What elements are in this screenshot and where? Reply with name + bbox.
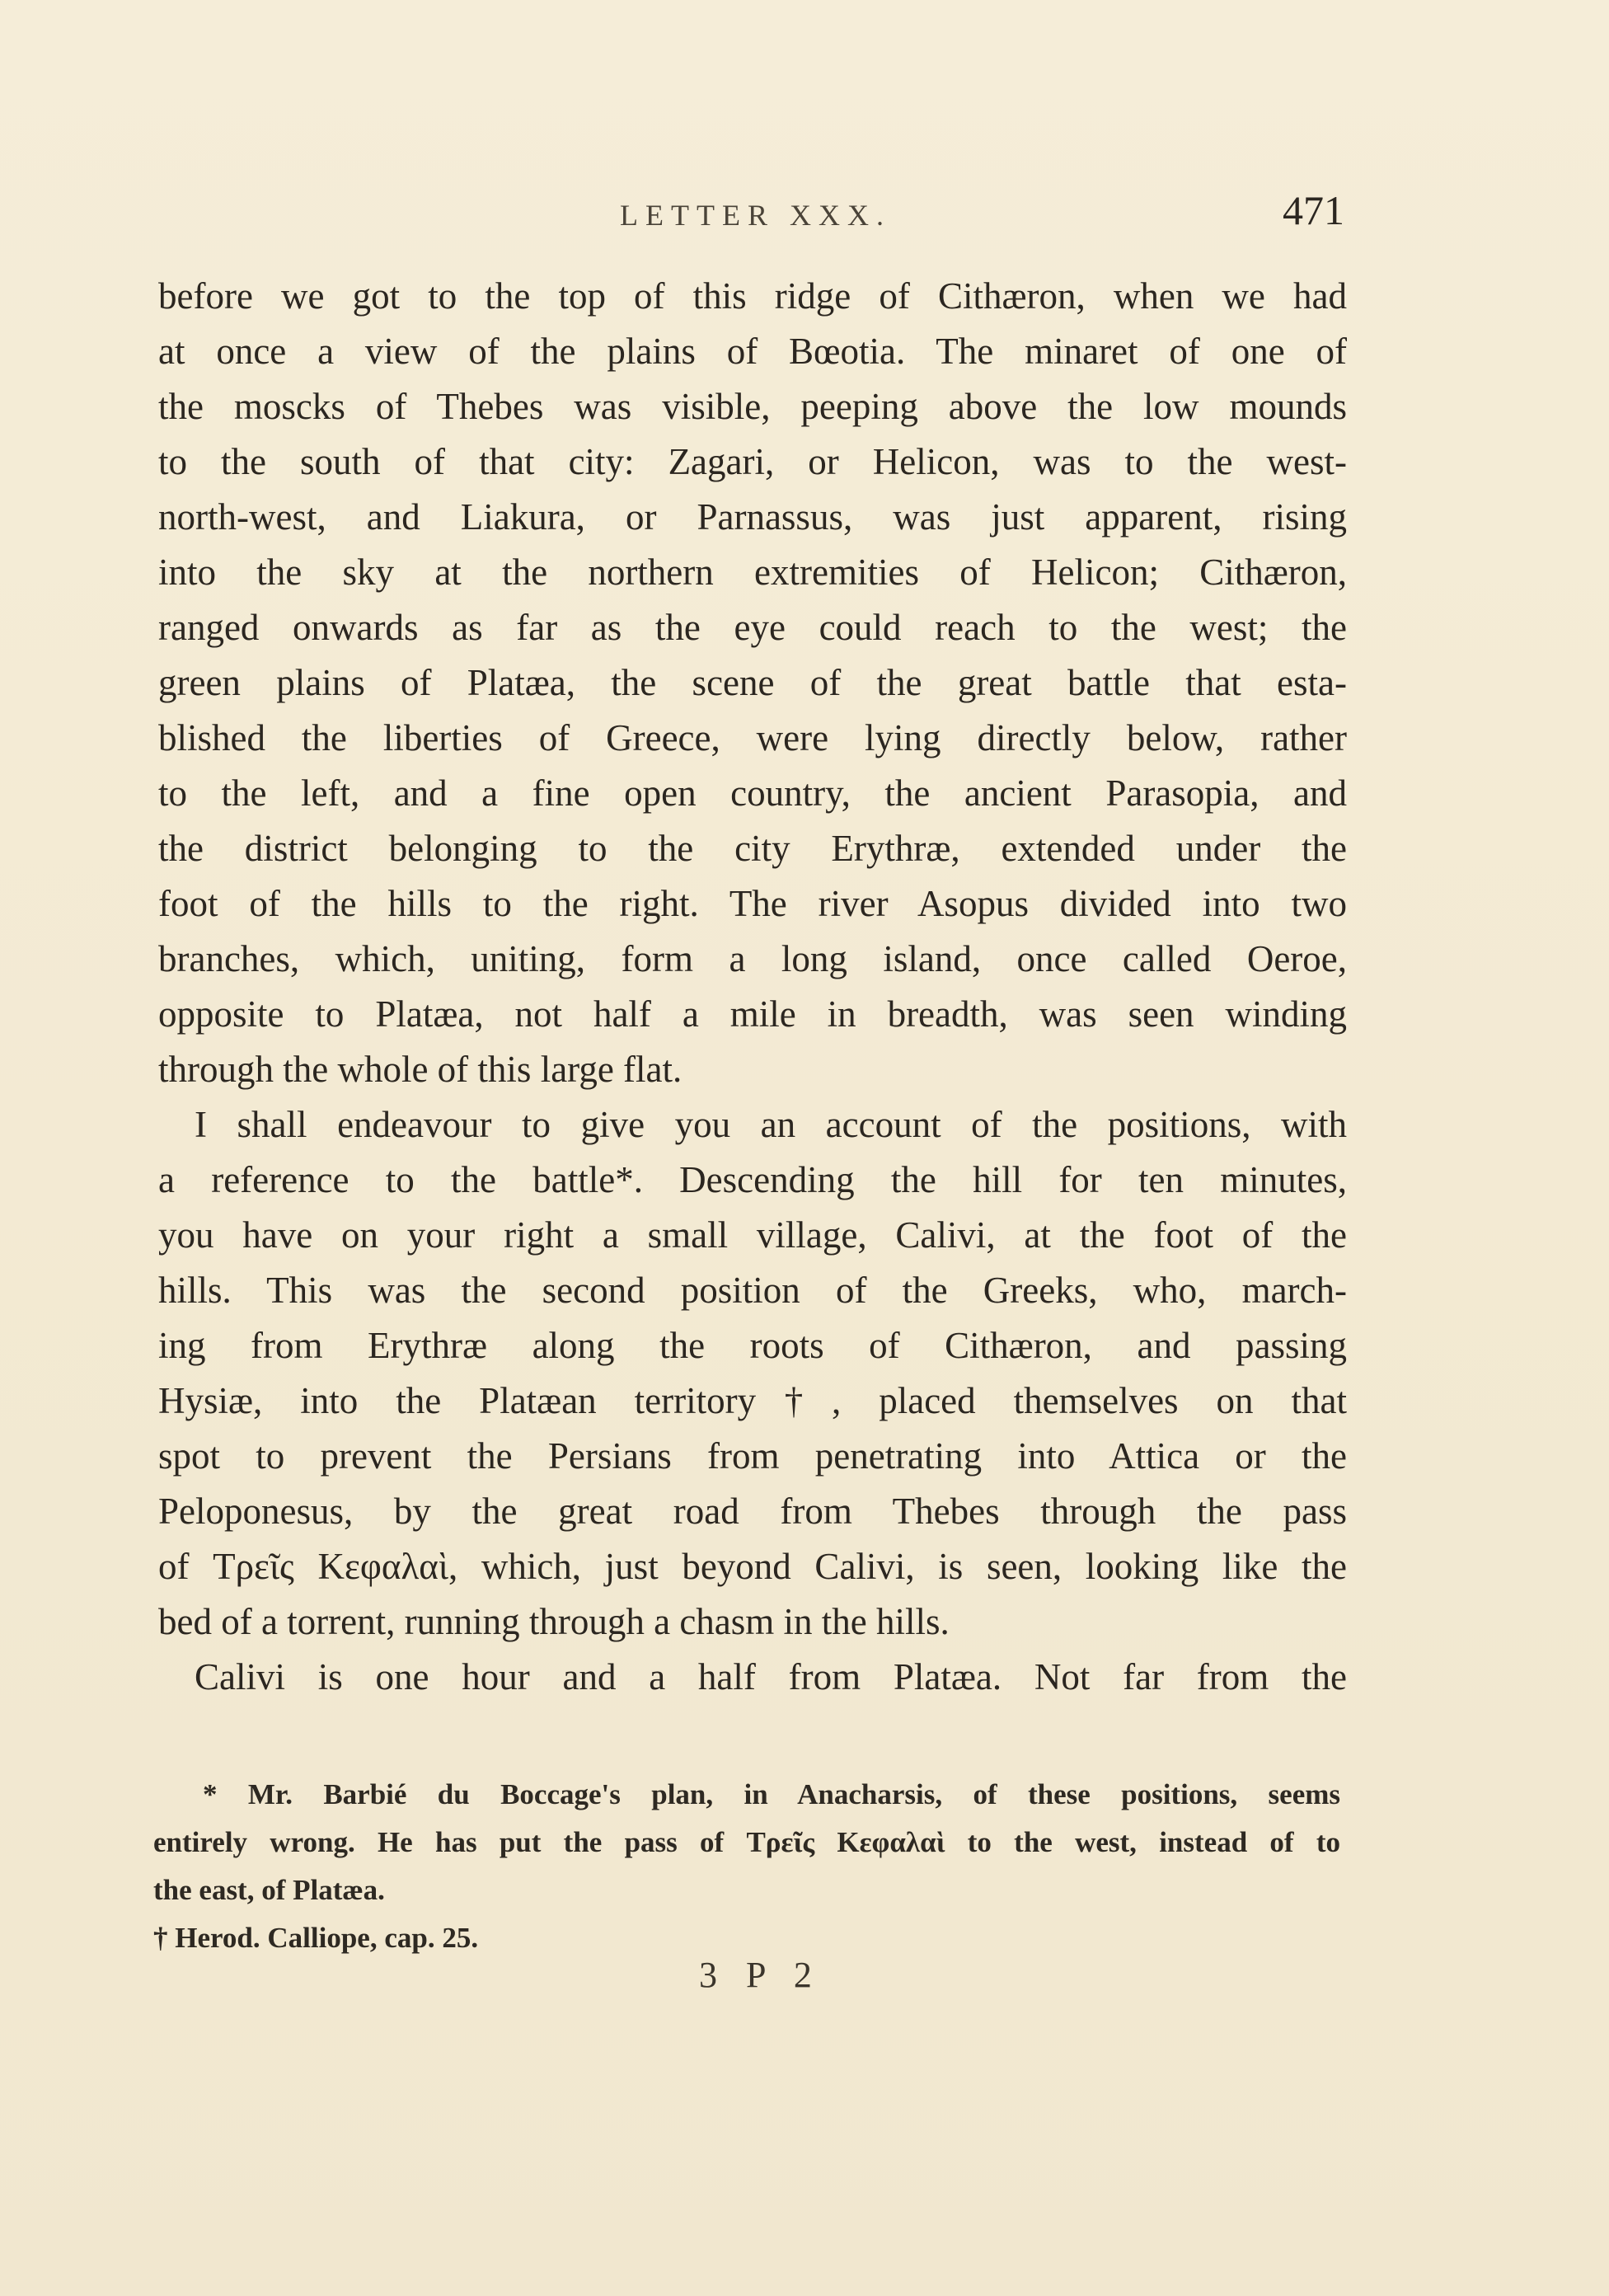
text-line: north-west, and Liakura, or Parnassus, was just apparent, rising: [158, 496, 1347, 538]
footnote-line: † Herod. Calliope, cap. 25.: [153, 1922, 479, 1954]
text-line: hills. This was the second position of the Greeks, who, march-: [158, 1270, 1347, 1311]
text-line: I shall endeavour to give you an account of the positions, with: [195, 1104, 1347, 1145]
paragraph-2: [158, 1097, 1347, 1650]
body-text: [158, 269, 1347, 1705]
footnote-line: the east, of Platæa.: [153, 1874, 385, 1906]
text-line: Hysiæ, into the Platæan territory†, placed themselves on that: [158, 1380, 1347, 1421]
footnote-line: * Mr. Barbié du Boccage's plan, in Anacharsis, of these positions, seems: [203, 1778, 1340, 1810]
paragraph-3: [158, 1650, 1347, 1705]
text-line: to the left, and a fine open country, the ancient Parasopia, and: [158, 772, 1347, 814]
text-line: green plains of Platæa, the scene of the great battle that esta-: [158, 662, 1347, 703]
text-line: the district belonging to the city Erythræ, extended under the: [158, 828, 1347, 869]
text-line: Peloponesus, by the great road from Thebes through the pass: [158, 1491, 1347, 1532]
running-title: LETTER XXX.: [620, 199, 891, 232]
footnotes: [153, 1771, 1340, 1962]
text-line: ing from Erythræ along the roots of Cithæron, and passing: [158, 1325, 1347, 1366]
text-line: Calivi is one hour and a half from Platæa. Not far from the: [195, 1656, 1347, 1697]
text-line: branches, which, uniting, form a long island, once called Oeroe,: [158, 938, 1347, 979]
text-line: foot of the hills to the right. The river Asopus divided into two: [158, 883, 1347, 924]
text-line: you have on your right a small village, Calivi, at the foot of the: [158, 1214, 1347, 1256]
text-line: into the sky at the northern extremities of Helicon; Cithæron,: [158, 552, 1347, 593]
page-number: 471: [1283, 187, 1344, 233]
paragraph-1: [158, 269, 1347, 1097]
text-line: opposite to Platæa, not half a mile in breadth, was seen winding: [158, 993, 1347, 1035]
text-line: bed of a torrent, running through a chasm in the hills.: [158, 1601, 950, 1642]
text-line: spot to prevent the Persians from penetrating into Attica or the: [158, 1435, 1347, 1477]
text-line: before we got to the top of this ridge of Cithæron, when we had: [158, 275, 1347, 317]
text-line: ranged onwards as far as the eye could reach to the west; the: [158, 607, 1347, 648]
text-line: through the whole of this large flat.: [158, 1049, 683, 1090]
text-line: to the south of that city: Zagari, or Helicon, was to the west-: [158, 441, 1347, 482]
text-line: blished the liberties of Greece, were lying directly below, rather: [158, 717, 1347, 758]
text-line: a reference to the battle*. Descending the hill for ten minutes,: [158, 1159, 1347, 1200]
text-line: of Τρεῖς Κεφαλαὶ, which, just beyond Calivi, is seen, looking like the: [158, 1546, 1347, 1587]
footnote-line: entirely wrong. He has put the pass of Τρεῖς Κεφαλαὶ to the west, instead of to: [153, 1826, 1340, 1858]
footnote-1: [153, 1771, 1340, 1914]
signature-mark: 3 P 2: [699, 1955, 822, 1995]
text-line: the moscks of Thebes was visible, peeping above the low mounds: [158, 386, 1347, 427]
text-line: at once a view of the plains of Bœotia. The minaret of one of: [158, 331, 1347, 372]
